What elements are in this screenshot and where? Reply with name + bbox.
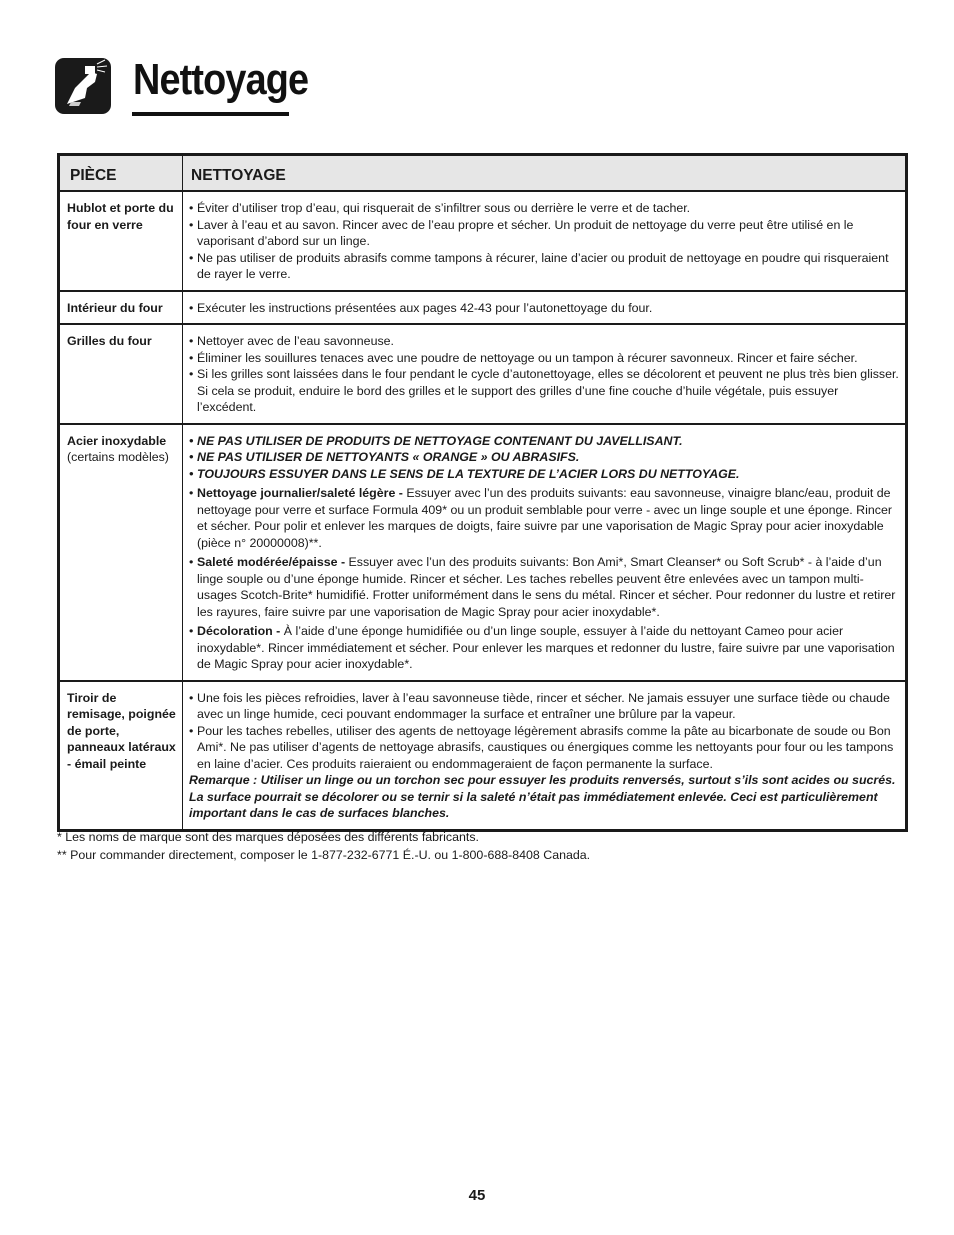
- cleaning-spray-hand-icon: [55, 58, 111, 114]
- row-cleaning: [183, 424, 907, 681]
- warning-item: • TOUJOURS ESSUYER DANS LE SENS DE LA TEXTURE DE L’ACIER LORS DU NETTOYAGE.: [189, 466, 899, 483]
- column-header-piece: PIÈCE: [59, 155, 183, 192]
- row-piece: Tiroir de remisage, poignée de porte, panneaux latéraux - émail peinte: [59, 681, 183, 831]
- row-piece: Grilles du four: [59, 324, 183, 424]
- row-cleaning: [183, 191, 907, 291]
- list-item: • Éliminer les souillures tenaces avec une poudre de nettoyage ou un tampon à récurer savonneux. Rincer et faire sécher.: [189, 350, 899, 367]
- table-row: [59, 324, 907, 424]
- list-item: • Si les grilles sont laissées dans le four pendant le cycle d’autonettoyage, elles se décolorent et peuvent ne plus très bien glisser. Si cela se produit, enduire le bord des grilles et le support des grilles d’une fine couche d’huile végétale, puis essuyer l’excédent.: [189, 366, 899, 416]
- row-piece: Intérieur du four: [59, 291, 183, 325]
- list-item: • Pour les taches rebelles, utiliser des agents de nettoyage légèrement abrasifs comme la pâte au bicarbonate de soude ou Bon Ami*. Ne pas utiliser d’agents de nettoyage abrasifs, caustiques ou énergiques comme les nettoyants pour four ou les tampons en laine d’acier. Ces produits raieraient ou endommageraient de façon permanente la surface.: [189, 723, 899, 773]
- item-label: Nettoyage journalier/saleté légère -: [197, 486, 403, 500]
- column-header-cleaning: NETTOYAGE: [183, 155, 907, 192]
- cleaning-table: [57, 153, 908, 832]
- table-row: [59, 291, 907, 325]
- row-cleaning: [183, 681, 907, 831]
- list-item: [189, 485, 899, 551]
- list-item: • Une fois les pièces refroidies, laver à l’eau savonneuse tiède, rincer et sécher. Ne jamais essuyer une surface tiède ou chaude avec un linge humide, ceci pouvant endommager la surface et entraîner une brûlure par la vapeur.: [189, 690, 899, 723]
- table-row: [59, 681, 907, 831]
- page-title: Nettoyage: [133, 55, 309, 104]
- remark-text: Remarque : Utiliser un linge ou un torchon sec pour essuyer les produits renversés, surtout s’ils sont acides ou sucrés. La surface pourrait se décolorer ou se ternir si la saleté n’était pas immédiatement enlevée. Ceci est particulièrement important dans le cas de surfaces blanches.: [189, 773, 896, 820]
- warning-item: • NE PAS UTILISER DE NETTOYANTS « ORANGE » OU ABRASIFS.: [189, 449, 899, 466]
- item-text: À l’aide d’une éponge humidifiée ou d’un linge souple, essuyer à l’aide du nettoyant Cameo pour acier inoxydable*. Rincer immédiatement et sécher. Pour enlever les marques et redonner du lustre, faire suivre par une vaporisation de Magic Spray pour acier inoxydable*.: [197, 624, 895, 671]
- list-item: • Exécuter les instructions présentées aux pages 42-43 pour l’autonettoyage du four.: [189, 300, 899, 317]
- row-piece: Hublot et porte du four en verre: [59, 191, 183, 291]
- table-row: [59, 424, 907, 681]
- list-item: • Laver à l’eau et au savon. Rincer avec de l’eau propre et sécher. Un produit de nettoyage du verre peut être utilisé en le vaporisant d’abord sur un linge.: [189, 217, 899, 250]
- footnotes: [57, 828, 590, 864]
- footnote-order: ** Pour commander directement, composer le 1-877-232-6771 É.-U. ou 1-800-688-8408 Canada.: [57, 848, 591, 862]
- list-item: • Nettoyer avec de l’eau savonneuse.: [189, 333, 899, 350]
- list-item: • Éviter d’utiliser trop d’eau, qui risquerait de s’infiltrer sous ou derrière le verre et de tacher.: [189, 200, 899, 217]
- list-item: [189, 554, 899, 620]
- item-text: Essuyer avec l’un des produits suivants: Bon Ami*, Smart Cleanser* ou Soft Scrub* - à l’aide d’un linge souple ou d’une éponge humide. Rincer et sécher. Les taches rebelles peuvent être enlevées avec un tampon multi-usages Scotch-Brite* humidifié. Frotter uniformément dans le sens du métal. Rincer et sécher. Pour redonner du lustre et retirer les rayures, faire suivre par une vaporisation de Magic Spray pour acier inoxydable*.: [197, 555, 896, 619]
- table-row: [59, 191, 907, 291]
- item-text: Essuyer avec l’un des produits suivants: eau savonneuse, vinaigre blanc/eau, produit de nettoyage pour verre et surface Formula 409* ou un produit semblable pour verre - avec un linge souple et une éponge. Rincer et sécher. Pour polir et enlever les marques de doigts, faire suivre par une vaporisation de Magic Spray pour acier inoxydable (pièce n° 20000008)**.: [197, 486, 892, 550]
- item-label: Saleté modérée/épaisse -: [197, 555, 346, 569]
- piece-sublabel: (certains modèles): [67, 450, 169, 464]
- footnote-brands: * Les noms de marque sont des marques déposées des différents fabricants.: [57, 830, 479, 844]
- item-label: Décoloration -: [197, 624, 281, 638]
- piece-label: Acier inoxydable: [67, 433, 167, 448]
- page-number: 45: [468, 1187, 486, 1204]
- row-cleaning: [183, 291, 907, 325]
- table-header-row: [59, 155, 907, 192]
- row-piece: [59, 424, 183, 681]
- warning-item: • NE PAS UTILISER DE PRODUITS DE NETTOYAGE CONTENANT DU JAVELLISANT.: [189, 433, 899, 450]
- list-item: [189, 623, 899, 673]
- title-underline: [132, 112, 289, 116]
- list-item: • Ne pas utiliser de produits abrasifs comme tampons à récurer, laine d’acier ou produit de nettoyage en poudre qui risqueraient de rayer le verre.: [189, 250, 899, 283]
- row-cleaning: [183, 324, 907, 424]
